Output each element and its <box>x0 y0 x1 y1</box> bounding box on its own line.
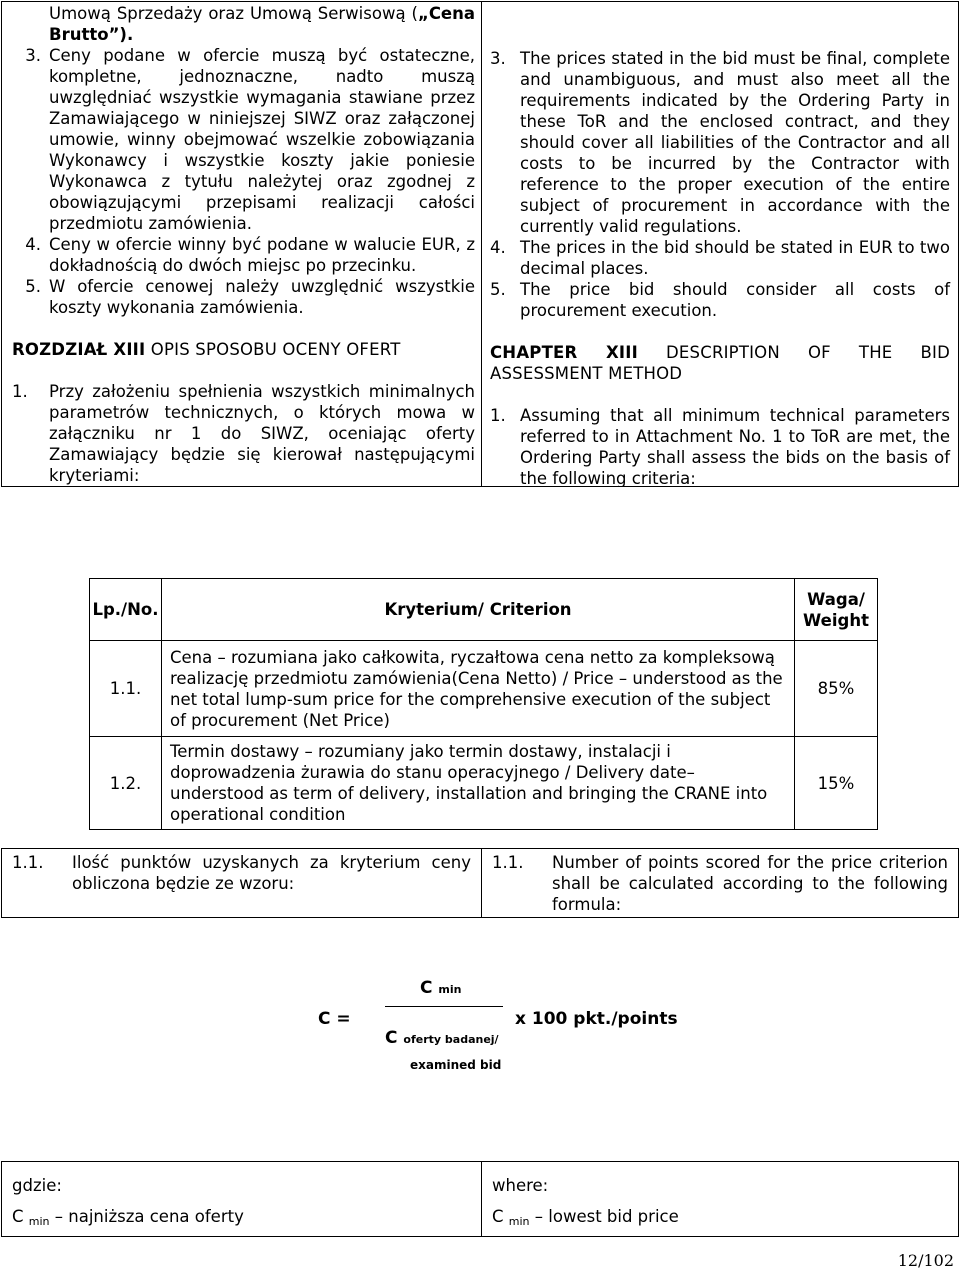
legend-label: gdzie: <box>12 1176 62 1195</box>
row-criterion: Termin dostawy – rozumiany jako termin dostawy, instalacji i doprowadzenia żurawia do stanu operacyjnego / Delivery date– understood as term of delivery, installation and bringing the CRANE into operational condition <box>161 737 794 830</box>
intro-bold: „Cena Brutto”). <box>49 4 475 44</box>
item-number: 3. <box>25 46 41 65</box>
legend-section <box>1 1161 959 1237</box>
points-polish <box>2 849 482 917</box>
en-criteria-intro <box>490 405 950 486</box>
pl-chapter-heading: ROZDZIAŁ XIII OPIS SPOSOBU OCENY OFERT <box>12 340 401 359</box>
formula-numerator: C min <box>420 978 462 998</box>
header-no: Lp./No. <box>90 579 162 641</box>
english-column <box>482 2 958 486</box>
price-formula <box>0 968 960 1078</box>
pl-criteria-intro <box>12 381 475 486</box>
item-number: 1.1. <box>492 853 524 872</box>
criteria-table <box>89 578 878 830</box>
table-header-row <box>90 579 878 641</box>
points-english <box>482 849 958 917</box>
item-number: 4. <box>25 235 41 254</box>
table-row <box>90 641 878 737</box>
item-text: W ofercie cenowej należy uwzględnić wszystkie koszty wykonania zamówienia. <box>49 277 475 317</box>
row-no: 1.2. <box>90 737 162 830</box>
page-number: 12/102 <box>897 1251 954 1270</box>
legend-definition: C min – najniższa cena oferty <box>12 1207 244 1228</box>
row-weight: 85% <box>795 641 878 737</box>
en-item-5 <box>490 279 950 321</box>
item-text: Ilość punktów uzyskanych za kryterium ceny obliczona będzie ze wzoru: <box>72 853 471 893</box>
item-number: 3. <box>490 49 506 68</box>
legend-label: where: <box>492 1176 549 1195</box>
en-item-4 <box>490 237 950 279</box>
pl-item-3 <box>12 45 475 234</box>
formula-denominator: C oferty badanej/ <box>385 1028 499 1048</box>
header-weight: Waga/ Weight <box>795 579 878 641</box>
item-text: Assuming that all minimum technical parameters referred to in Attachment No. 1 to ToR are met, the Ordering Party shall assess the bids on the basis of the following criteria: <box>520 406 950 486</box>
item-number: 4. <box>490 238 506 257</box>
item-number: 1. <box>490 406 506 425</box>
pl-item-5 <box>12 276 475 318</box>
item-text: Przy założeniu spełnienia wszystkich minimalnych parametrów technicznych, o których mowa w załączniku nr 1 do SIWZ, oceniając oferty Zamawiający będzie się kierował następującymi kryteriami: <box>49 382 475 485</box>
row-criterion: Cena – rozumiana jako całkowita, ryczałtowa cena netto za kompleksową realizację przedmiotu zamówienia(Cena Netto) / Price – understood as the net total lump-sum price for the comprehensive execution of the subject of procurement (Net Price) <box>161 641 794 737</box>
header-criterion: Kryterium/ Criterion <box>161 579 794 641</box>
formula-denominator-en: examined bid <box>410 1058 502 1072</box>
bilingual-section <box>1 1 959 487</box>
formula-multiplier: x 100 pkt./points <box>515 1009 678 1029</box>
pl-item-4 <box>12 234 475 276</box>
legend-polish <box>2 1162 482 1236</box>
item-text: Ceny podane w ofercie muszą być ostateczne, kompletne, jednoznaczne, nadto muszą uwzględniać wszystkie wymagania stawiane przez Zamawiającego w niniejszej SIWZ oraz załączonej umowie, winny obejmować wszelkie zobowiązania Wykonawcy i wszystkie koszty jakie poniesie Wykonawca z tytułu należytej oraz zgodnej z obowiązującymi przepisami realizacji całości przedmiotu zamówienia. <box>49 46 475 233</box>
legend-english <box>482 1162 958 1236</box>
fraction-bar <box>385 1006 503 1007</box>
points-section <box>1 848 959 918</box>
table-row <box>90 737 878 830</box>
item-text: The prices in the bid should be stated in EUR to two decimal places. <box>520 238 950 278</box>
item-number: 1. <box>12 382 28 401</box>
item-text: The price bid should consider all costs of procurement execution. <box>520 280 950 320</box>
item-number: 5. <box>490 280 506 299</box>
item-text: Number of points scored for the price criterion shall be calculated according to the following formula: <box>552 853 948 914</box>
item-number: 5. <box>25 277 41 296</box>
en-item-3 <box>490 48 950 237</box>
polish-column <box>2 2 482 486</box>
en-chapter-heading: CHAPTER XIII DESCRIPTION OF THE BID ASSESSMENT METHOD <box>490 343 951 383</box>
item-text: The prices stated in the bid must be final, complete and unambiguous, and must also meet all the requirements indicated by the Ordering Party in these ToR and the enclosed contract, and they should cover all liabilities of the Contractor and all costs to be incurred by the Contractor with reference to the proper execution of the entire subject of procurement in accordance with the currently valid regulations. <box>520 49 950 236</box>
row-no: 1.1. <box>90 641 162 737</box>
legend-definition: C min – lowest bid price <box>492 1207 679 1228</box>
intro-continuation: Umową Sprzedaży oraz Umową Serwisową („Cena Brutto”). <box>49 4 475 44</box>
item-text: Ceny w ofercie winny być podane w walucie EUR, z dokładnością do dwóch miejsc po przecinku. <box>49 235 475 275</box>
formula-lhs: C = <box>318 1009 351 1029</box>
row-weight: 15% <box>795 737 878 830</box>
item-number: 1.1. <box>12 853 44 872</box>
